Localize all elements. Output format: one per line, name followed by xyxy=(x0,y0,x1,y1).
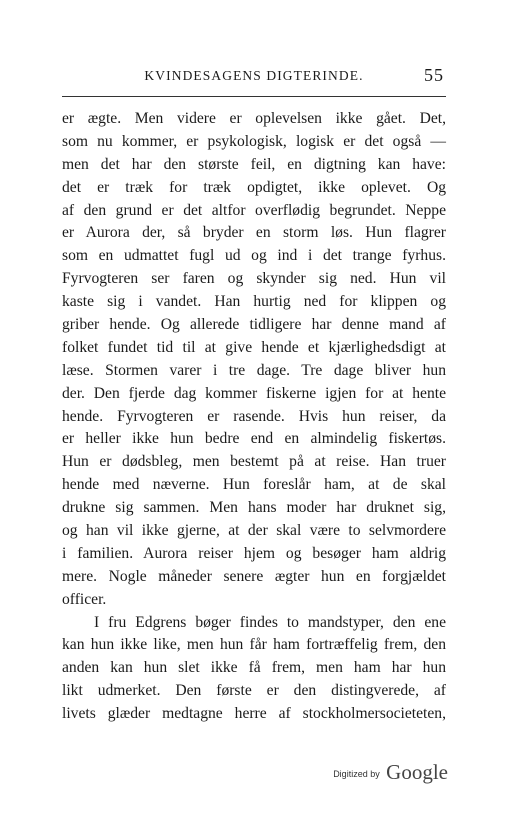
text-line: er Aurora der, så bryder en storm løs. Hun flagrer xyxy=(62,224,446,242)
text-line: Hun er dødsbleg, men bestemt på at reise. Han truer xyxy=(62,453,446,471)
text-line: kan hun ikke like, men hun får ham fortræffelig frem, den xyxy=(62,636,446,654)
text-line: og han vil ikke gjerne, at der skal være to selvmordere xyxy=(62,522,446,540)
text-line: Fyrvogteren ser faren og skynder sig ned. Hun vil xyxy=(62,270,446,288)
text-line: anden kan hun slet ikke få frem, men ham har hun xyxy=(62,659,446,677)
google-wordmark: Google xyxy=(386,760,448,784)
running-title: KVINDESAGENS DIGTERINDE. xyxy=(144,68,364,83)
running-head xyxy=(62,65,446,90)
text-line: af den grund er det altfor overflødig begrundet. Neppe xyxy=(62,201,446,219)
text-line: livets glæder medtagne herre af stockholmersocieteten, xyxy=(62,705,446,723)
text-line: folket fundet tid til at give hende et kjærlighedsdigt at xyxy=(62,338,446,356)
text-line: i familien. Aurora reiser hjem og besøger ham aldrig xyxy=(62,544,446,562)
body-text xyxy=(62,108,446,726)
text-line: læse. Stormen varer i tre dage. Tre dage bliver hun xyxy=(62,361,446,379)
text-line: hende. Fyrvogteren er rasende. Hvis hun reiser, da xyxy=(62,407,446,425)
text-line: hende med næverne. Hun foreslår ham, at de skal xyxy=(62,476,446,494)
text-line: er heller ikke hun bedre end en almindelig fiskertøs. xyxy=(62,430,446,448)
text-line: er ægte. Men videre er oplevelsen ikke gået. Det, xyxy=(62,110,446,127)
text-line: drukne sig sammen. Men hans moder har druknet sig, xyxy=(62,499,446,517)
text-line: officer. xyxy=(62,590,107,608)
text-line: I fru Edgrens bøger findes to mandstyper, den ene xyxy=(94,613,446,631)
digitized-label: Digitized by xyxy=(333,769,380,779)
text-line: mere. Nogle måneder senere ægter hun en forgjældet xyxy=(62,567,446,585)
paragraph-2 xyxy=(62,612,446,726)
text-line: griber hende. Og allerede tidligere har denne mand af xyxy=(62,316,446,334)
page-number: 55 xyxy=(424,65,444,85)
text-line: kaste sig i vandet. Han hurtig ned for klippen og xyxy=(62,293,446,311)
text-line: likt udmerket. Den første er den distingverede, af xyxy=(62,682,446,700)
header-rule xyxy=(62,96,446,97)
digitized-watermark xyxy=(333,760,448,785)
text-line: det er træk for træk opdigtet, ikke oplevet. Og xyxy=(62,178,446,196)
text-line: men det har den største feil, en digtning kan have: xyxy=(62,155,446,173)
text-line: der. Den fjerde dag kommer fiskerne igjen for at hente xyxy=(62,384,446,402)
text-line: som en udmattet fugl ud og ind i det trange fyrhus. xyxy=(62,247,446,265)
paragraph-1 xyxy=(62,108,446,612)
text-line: som nu kommer, er psykologisk, logisk er det også — xyxy=(62,132,446,150)
